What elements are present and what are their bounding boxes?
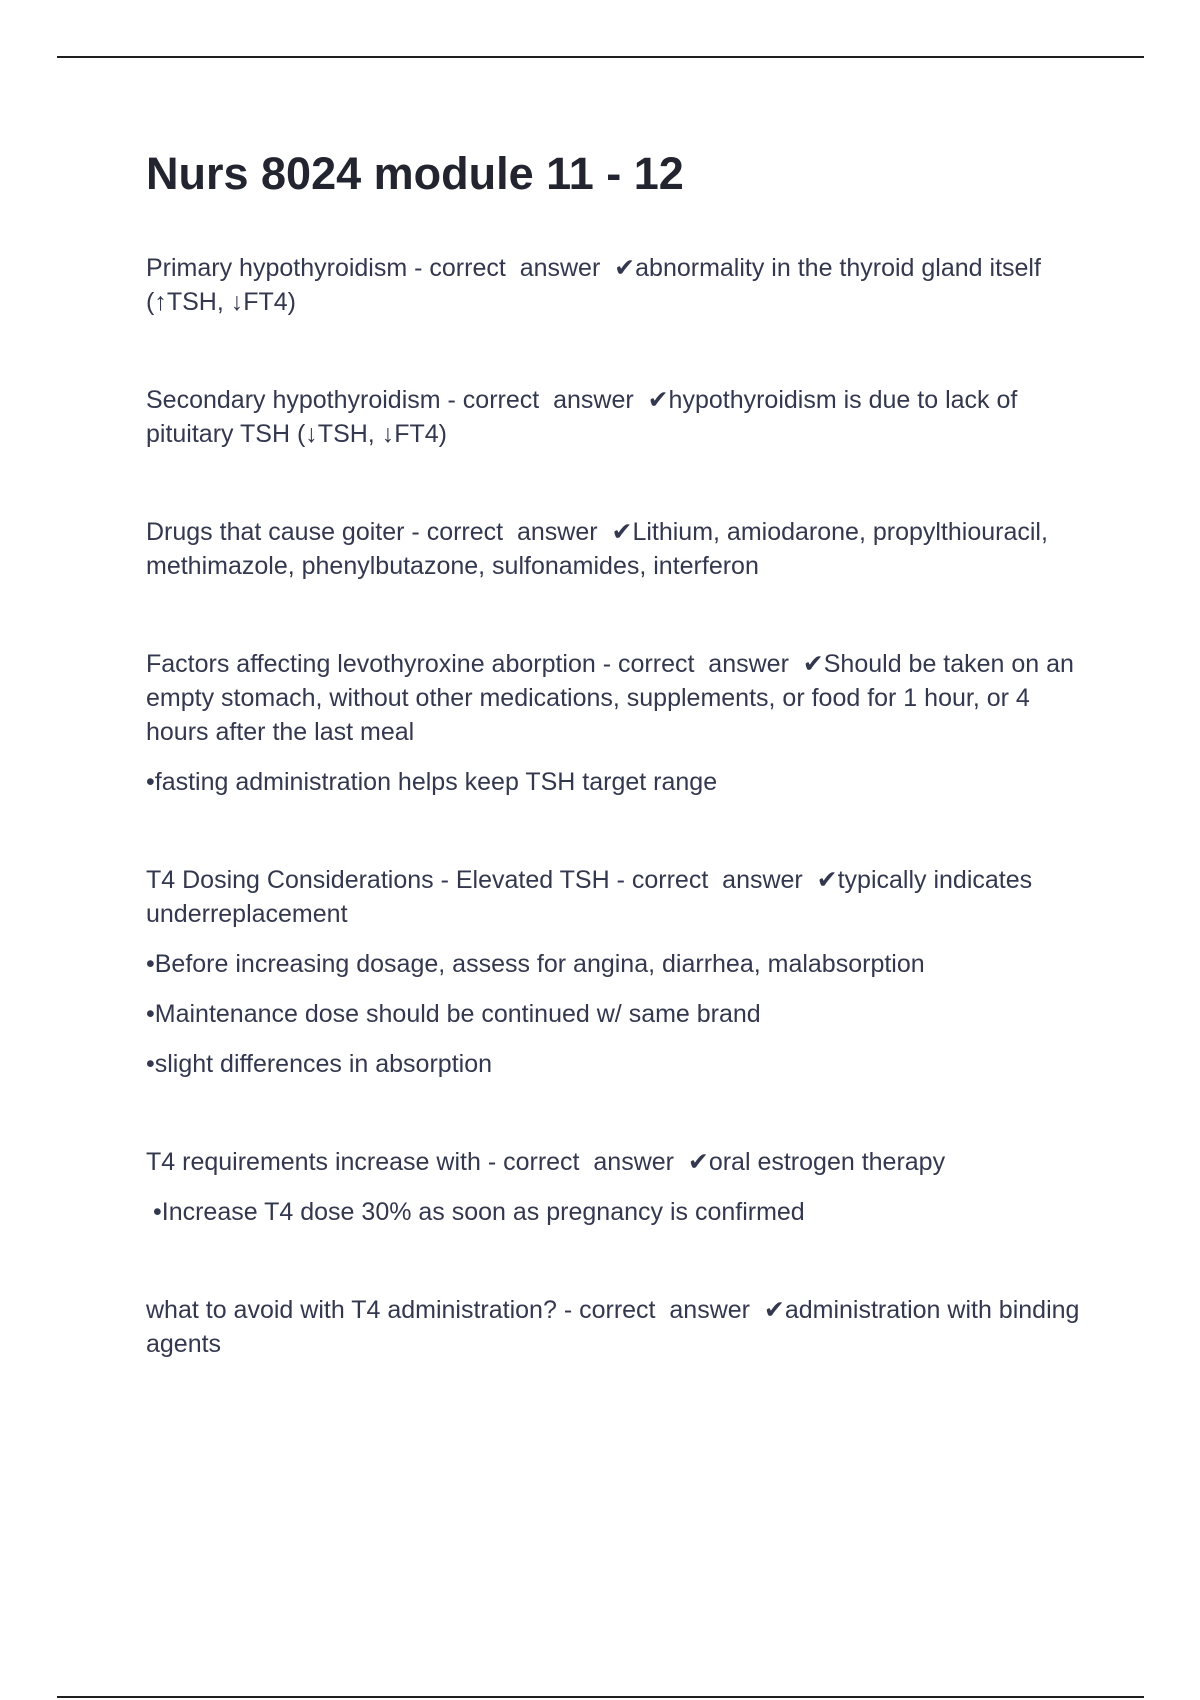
question-text: Factors affecting levothyroxine aborption bbox=[146, 650, 596, 678]
question-text: T4 Dosing Considerations - Elevated TSH bbox=[146, 866, 610, 894]
qa-text bbox=[146, 515, 1091, 583]
page-title: Nurs 8024 module 11 - 12 bbox=[146, 148, 684, 199]
question-text: what to avoid with T4 administration? bbox=[146, 1296, 557, 1324]
answer-text: oral estrogen therapy bbox=[708, 1148, 946, 1176]
question-text: Secondary hypothyroidism bbox=[146, 386, 441, 414]
qa-text bbox=[146, 647, 1091, 749]
qa-item-primary-hypothyroidism bbox=[146, 251, 1091, 319]
answer-marker: - correct answer ✔ bbox=[480, 1148, 709, 1176]
bullet-point: •fasting administration helps keep TSH target range bbox=[146, 768, 718, 796]
qa-item-secondary-hypothyroidism bbox=[146, 383, 1091, 451]
answer-marker: - correct answer ✔ bbox=[404, 518, 633, 546]
qa-text bbox=[146, 1145, 1091, 1179]
answer-text: Should be taken on an empty stomach, without other medications, supplements, or food for 1 hour, or 4 hours after the last meal bbox=[146, 650, 1074, 746]
top-rule bbox=[57, 56, 1144, 58]
qa-text bbox=[146, 383, 1091, 451]
bullet-point: •slight differences in absorption bbox=[146, 1050, 492, 1078]
answer-text: hypothyroidism is due to lack of pituitary TSH (↓TSH, ↓FT4) bbox=[146, 386, 1018, 448]
qa-item-t4-dosing bbox=[146, 863, 1091, 1081]
question-text: Primary hypothyroidism bbox=[146, 254, 408, 282]
qa-item-t4-avoid bbox=[146, 1293, 1091, 1361]
answer-text: administration with binding agents bbox=[146, 1296, 1080, 1358]
bottom-rule bbox=[57, 1696, 1144, 1698]
document-body bbox=[146, 251, 1091, 1425]
bullet-point: •Maintenance dose should be continued w/ same brand bbox=[146, 1000, 761, 1028]
qa-text bbox=[146, 251, 1091, 319]
answer-marker: - correct answer ✔ bbox=[556, 1296, 785, 1324]
bullet-point: •Before increasing dosage, assess for angina, diarrhea, malabsorption bbox=[146, 950, 925, 978]
answer-marker: - correct answer ✔ bbox=[609, 866, 838, 894]
bullet-point: •Increase T4 dose 30% as soon as pregnancy is confirmed bbox=[153, 1198, 805, 1226]
qa-text bbox=[146, 1293, 1091, 1361]
answer-marker: - correct answer ✔ bbox=[595, 650, 824, 678]
qa-item-goiter-drugs bbox=[146, 515, 1091, 583]
answer-marker: - correct answer ✔ bbox=[407, 254, 636, 282]
answer-text: Lithium, amiodarone, propylthiouracil, methimazole, phenylbutazone, sulfonamides, interferon bbox=[146, 518, 1048, 580]
qa-item-levothyroxine-absorption bbox=[146, 647, 1091, 799]
qa-item-t4-requirements bbox=[146, 1145, 1091, 1229]
answer-marker: - correct answer ✔ bbox=[440, 386, 669, 414]
answer-text: abnormality in the thyroid gland itself (↑TSH, ↓FT4) bbox=[146, 254, 1041, 316]
question-text: Drugs that cause goiter bbox=[146, 518, 405, 546]
answer-text: typically indicates underreplacement bbox=[146, 866, 1033, 928]
question-text: T4 requirements increase with bbox=[146, 1148, 481, 1176]
qa-text bbox=[146, 863, 1091, 931]
